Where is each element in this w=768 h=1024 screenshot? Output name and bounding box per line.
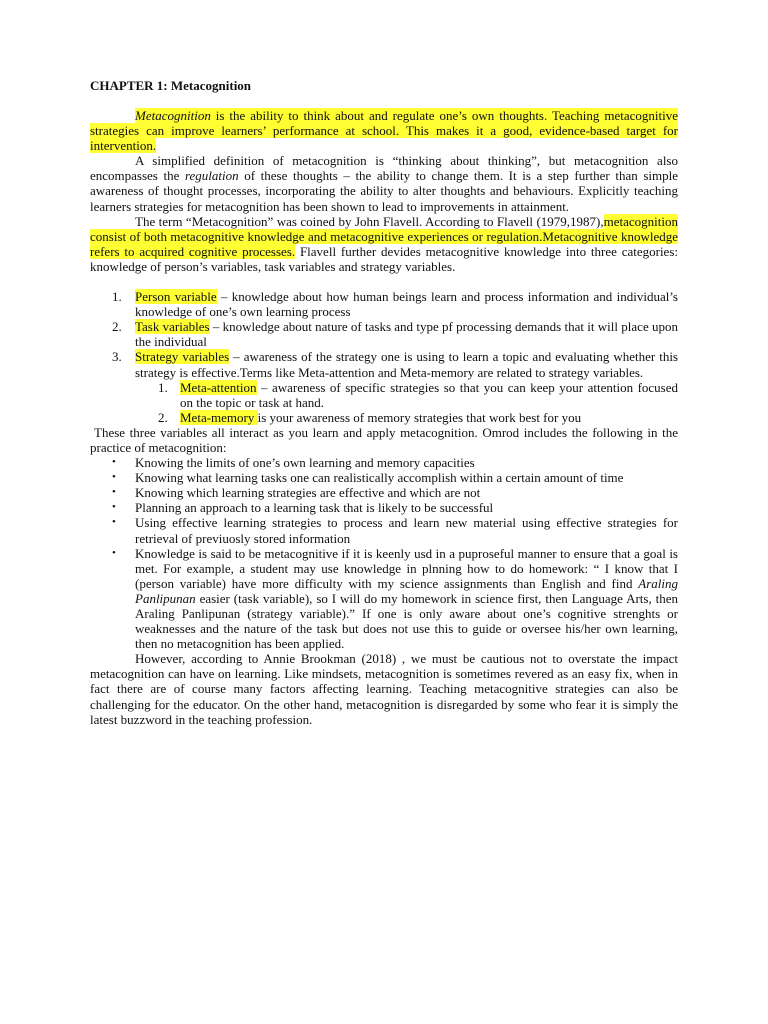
list-item: • Knowing what learning tasks one can realistically accomplish within a certain amount of time — [112, 470, 624, 486]
bullet-icon: • — [112, 516, 116, 529]
list-item: • Using effective learning strategies to process and learn new material using effective strategies for retrieval of previuosly stored information — [112, 515, 678, 546]
practice-bullet-list — [90, 455, 678, 651]
emphasis: Araling Panlipunan — [135, 575, 678, 606]
variables-list — [90, 289, 678, 380]
list-number: 3. — [112, 349, 122, 365]
document-body — [90, 78, 678, 727]
bullet-icon: • — [112, 486, 116, 499]
list-number: 2. — [158, 409, 168, 425]
list-item: • Knowledge is said to be metacognitive if it is keenly usd in a puproseful manner to ensure that a goal is met. For example, a student may use knowledge in plnning how to do homework: “ I know that I (person variable) have more difficulty with my science assignments than English and find Araling Panlipunan easier (task variable), so I will do my homework in science first, then Language Arts, then Araling Panlipunan (strategy variable).” If one is only aware about one’s cognitive strenghts or weaknesses and the nature of the task but does not use this to guide or oversee his/her own learning, then no metacognition has been applied. — [112, 545, 678, 652]
list-number: 1. — [112, 289, 122, 305]
list-number: 1. — [158, 379, 168, 395]
list-item: • Planning an approach to a learning task that is likely to be successful — [112, 500, 494, 516]
highlight: Strategy variables — [135, 349, 230, 365]
highlight: Task variables — [135, 319, 210, 335]
bullet-icon: • — [112, 471, 116, 484]
paragraph-intro — [90, 108, 678, 153]
highlight: Metacognition is the ability to think about and regulate one’s own thoughts. Teaching metacognitive strategies can improve learners’ performance at school. This makes it a good, evidence-based target for intervention. — [90, 108, 678, 154]
paragraph-definition: A simplified definition of metacognition is “thinking about thinking”, but metacognition also encompasses the regulation of these thoughts – the ability to change them. It is a step further than simple awareness of thought processes, incorporating the ability to alter thoughts and behaviours. Explicitly teaching learners strategies for metacognition has been shown to lead to improvements in attainment. — [90, 153, 678, 214]
list-number: 2. — [112, 319, 122, 335]
bullet-icon: • — [112, 546, 116, 559]
emphasis: regulation — [184, 168, 239, 184]
highlight: Person variable — [135, 289, 217, 305]
list-item: • Knowing which learning strategies are effective and which are not — [112, 485, 481, 501]
list-item: • Knowing the limits of one’s own learning and memory capacities — [112, 455, 475, 471]
list-item: 2. Meta-memory is your awareness of memory strategies that work best for you — [158, 409, 582, 425]
paragraph-brookman: However, according to Annie Brookman (2018) , we must be cautious not to overstate the impact metacognition can have on learning. Like mindsets, metacognition is sometimes revered as an easy fix, when in fact there are of course many factors affecting learning. Teaching metacognitive strategies can also be challenging for the educator. On the other hand, metacognition is disregarded by some who fear it is simply the latest buzzword in the teaching profession. — [90, 651, 678, 727]
emphasis: Metacognition — [135, 108, 211, 123]
list-item: 1. Person variable – knowledge about how human beings learn and process information and individual’s knowledge of one’s own learning process — [112, 289, 678, 320]
list-item: 1. Meta-attention – awareness of specific strategies so that you can keep your attention focused on the topic or task at hand. — [158, 379, 678, 410]
highlight: Meta-memory — [180, 409, 258, 425]
chapter-title: CHAPTER 1: Metacognition — [90, 78, 252, 93]
highlight: metacognition consist of both metacognitive knowledge and metacognitive experiences or regulation.Metacognitive knowledge refers to acquired cognitive processes. — [90, 213, 678, 259]
strategy-subvariables-list — [90, 380, 678, 425]
list-item: 2. Task variables – knowledge about nature of tasks and type pf processing demands that it will place upon the individual — [112, 319, 678, 350]
paragraph-omrod: These three variables all interact as you learn and apply metacognition. Omrod includes the following in the practice of metacognition: — [90, 424, 678, 455]
bullet-icon: • — [112, 501, 116, 514]
list-item: 3. Strategy variables – awareness of the strategy one is using to learn a topic and evaluating whether this strategy is effective.Terms like Meta-attention and Meta-memory are related to strategy variables. — [112, 349, 678, 380]
bullet-icon: • — [112, 456, 116, 469]
highlight: Meta-attention — [180, 379, 257, 395]
paragraph-flavell: The term “Metacognition” was coined by John Flavell. According to Flavell (1979,1987),metacognition consist of both metacognitive knowledge and metacognitive experiences or regulation.Metacognitive knowledge refers to acquired cognitive processes. Flavell further devides metacognitive knowledge into three categories: knowledge of person’s variables, task variables and strategy variables. — [90, 213, 678, 274]
